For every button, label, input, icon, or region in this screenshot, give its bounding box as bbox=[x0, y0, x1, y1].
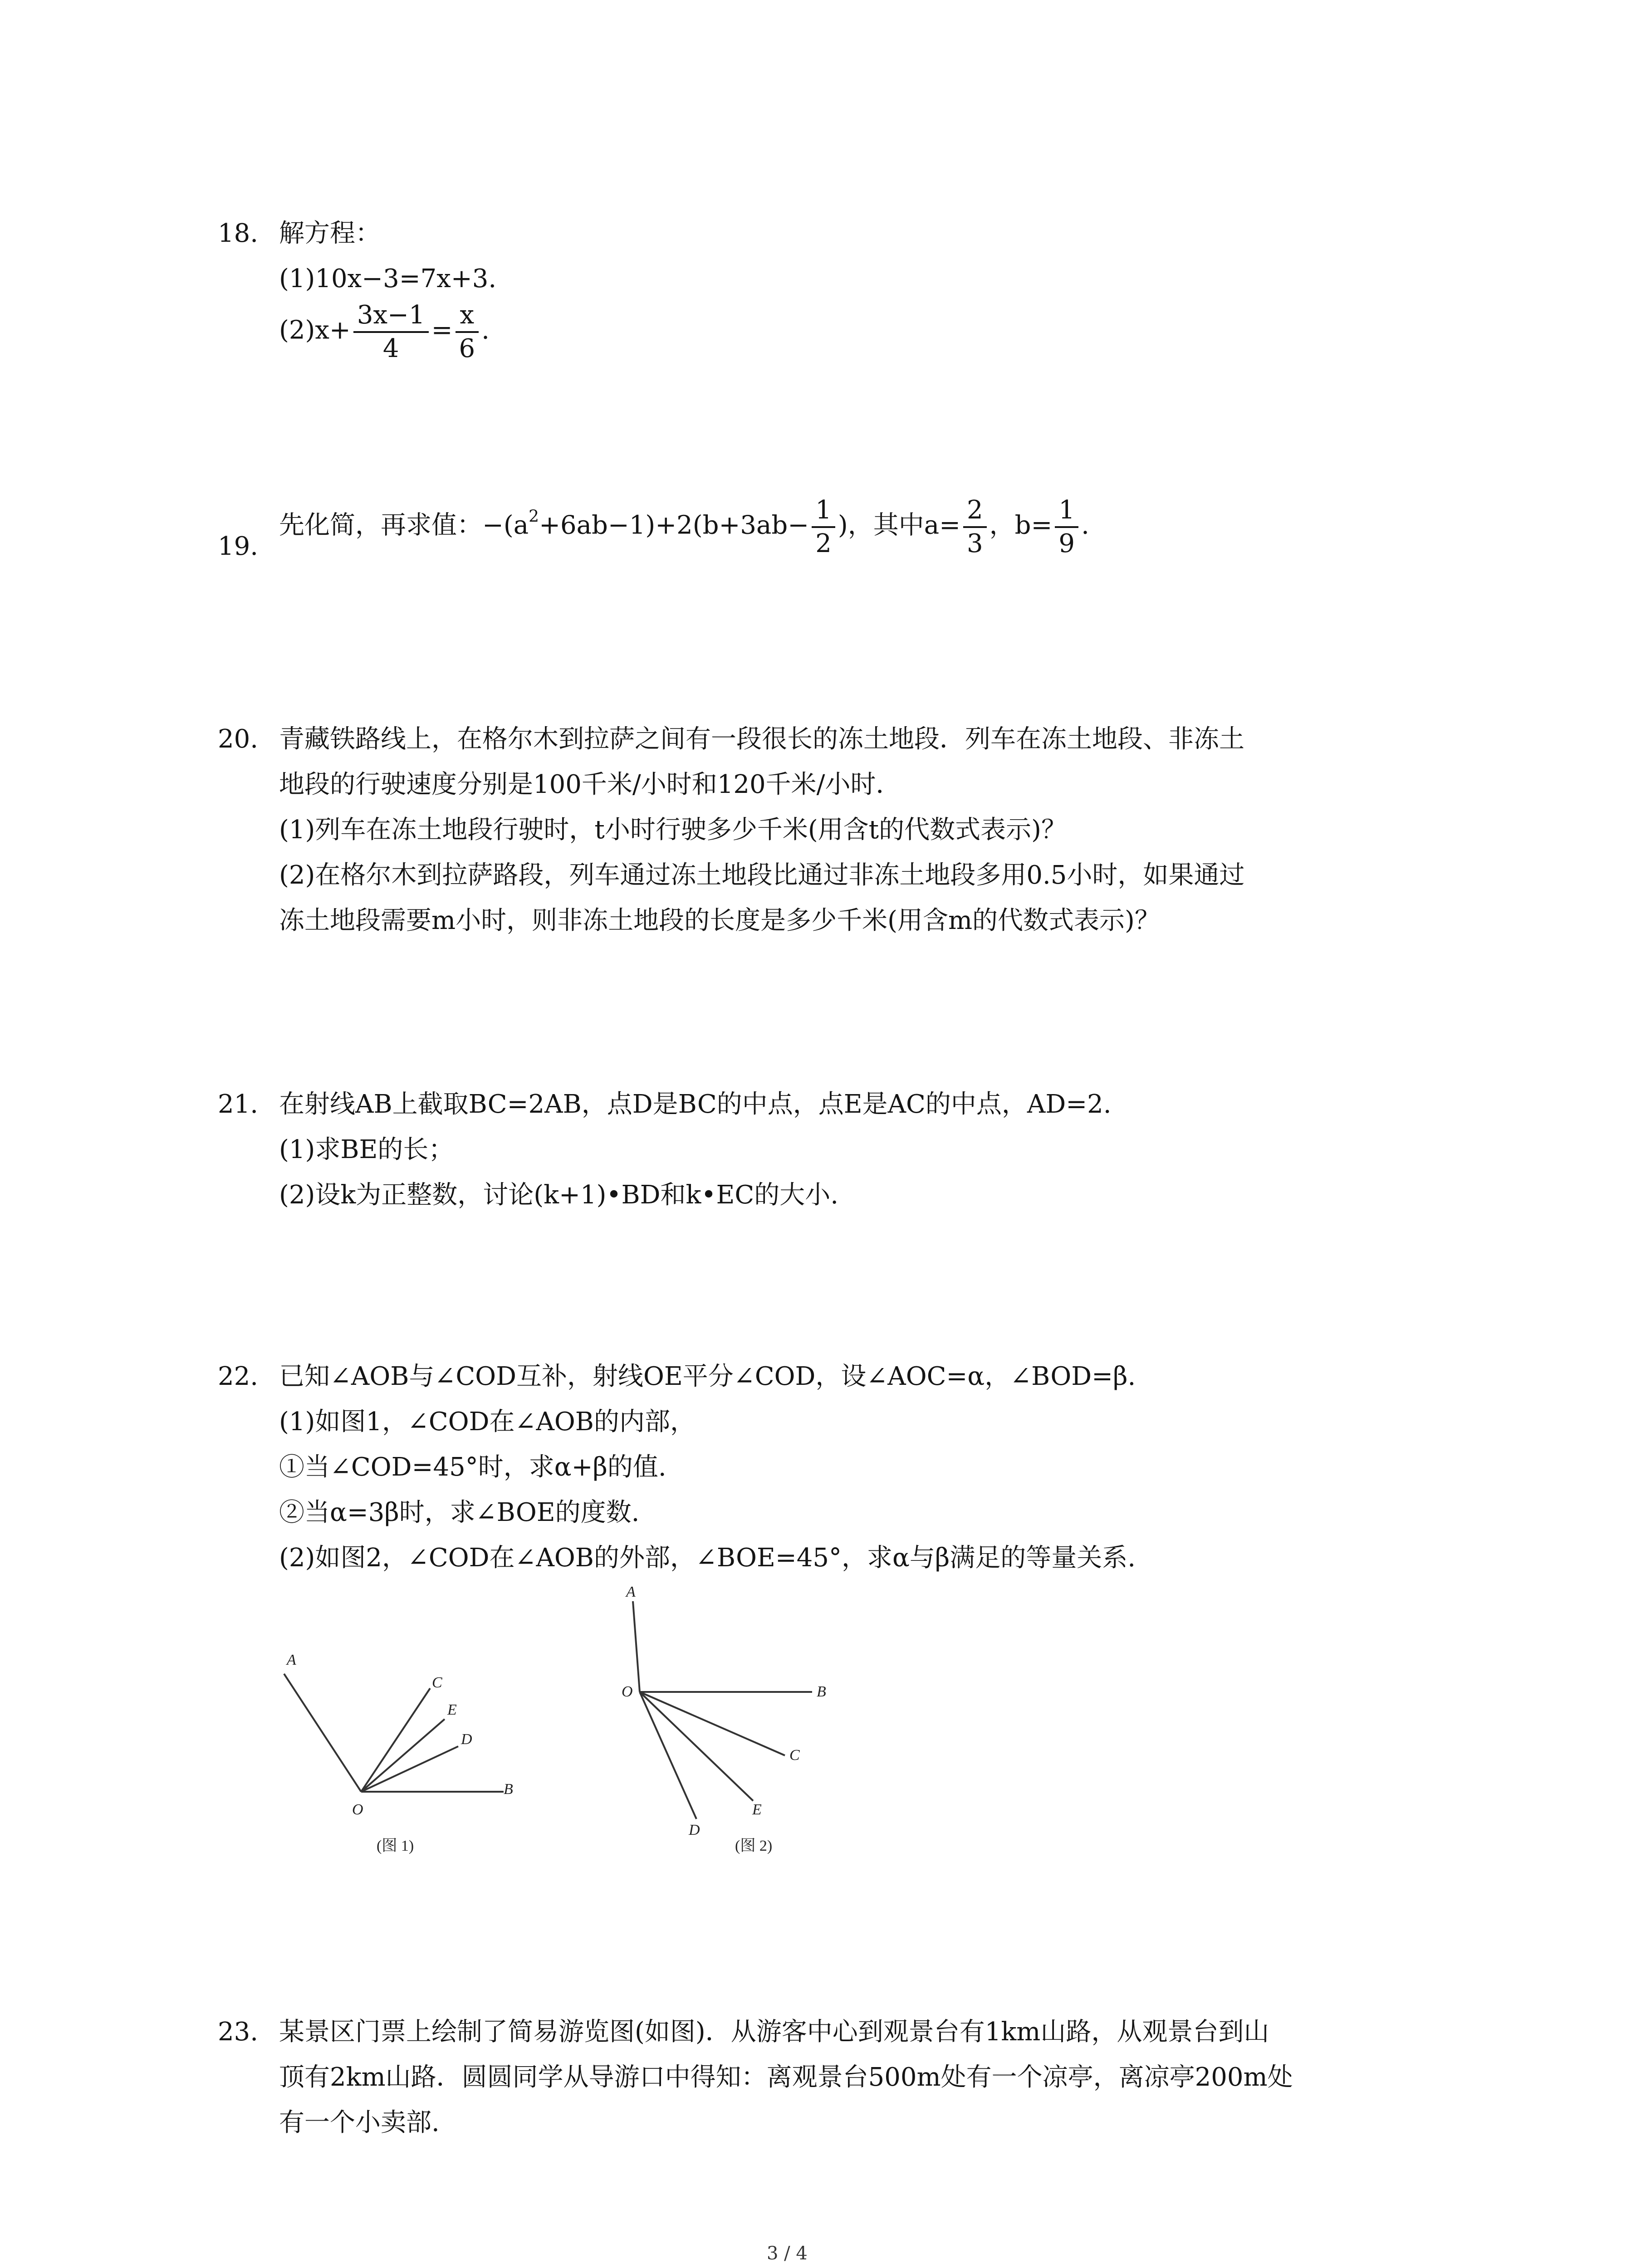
q19-a-denominator: 3 bbox=[967, 529, 983, 558]
q22-line3: ①当∠COD=45°时，求α+β的值. bbox=[279, 1452, 666, 1482]
q21-line3: (2)设k为正整数，讨论(k+1)•BD和k•EC的大小. bbox=[279, 1180, 839, 1210]
q19-a-fraction bbox=[963, 494, 987, 560]
fig1-label-b: B bbox=[504, 1781, 513, 1798]
q19-a-numerator: 2 bbox=[963, 494, 987, 528]
q18-number: 18. bbox=[218, 219, 259, 248]
q18-part2-prefix: (2)x+ bbox=[279, 315, 351, 345]
q18-frac2-numerator: x bbox=[456, 299, 479, 333]
fig1-label-o: O bbox=[352, 1801, 363, 1818]
q19-text bbox=[279, 494, 1089, 560]
q18-frac1-numerator: 3x−1 bbox=[353, 299, 429, 333]
page-number: 3 / 4 bbox=[767, 2243, 808, 2264]
fig1-label-e: E bbox=[447, 1701, 457, 1718]
q23-number: 23. bbox=[218, 2017, 259, 2047]
q18-part2 bbox=[279, 299, 490, 365]
q19-text-e: . bbox=[1081, 510, 1089, 540]
fig1-label-d: D bbox=[461, 1731, 472, 1748]
fig2-ray-od bbox=[640, 1692, 696, 1819]
q23-line3: 有一个小卖部. bbox=[279, 2108, 440, 2137]
q18-period: . bbox=[481, 315, 490, 345]
fig2-label-c: C bbox=[789, 1747, 800, 1764]
figure-1 bbox=[263, 1633, 544, 1878]
figure-2 bbox=[608, 1574, 862, 1882]
q18-part1: (1)10x−3=7x+3. bbox=[279, 264, 497, 293]
fig2-ray-oe bbox=[640, 1692, 753, 1801]
q18-fraction-1 bbox=[353, 299, 429, 365]
q21-line2: (1)求BE的长； bbox=[279, 1135, 454, 1164]
q19-b-numerator: 1 bbox=[1055, 494, 1078, 528]
fig2-label-a: A bbox=[626, 1584, 636, 1600]
q19-half-numerator: 1 bbox=[812, 494, 835, 528]
fig1-ray-oa bbox=[284, 1674, 361, 1792]
q19-b-fraction bbox=[1055, 494, 1078, 560]
q19-half-denominator: 2 bbox=[815, 529, 832, 558]
fig2-ray-oc bbox=[640, 1692, 785, 1755]
q20-line3: (1)列车在冻土地段行驶时，t小时行驶多少千米(用含t的代数式表示)？ bbox=[279, 815, 1067, 845]
fig2-label-b: B bbox=[817, 1683, 826, 1700]
q21-line1: 在射线AB上截取BC=2AB，点D是BC的中点，点E是AC的中点，AD=2. bbox=[279, 1090, 1112, 1119]
q20-line2: 地段的行驶速度分别是100千米/小时和120千米/小时． bbox=[279, 770, 901, 799]
fig1-label-a: A bbox=[287, 1652, 296, 1668]
q22-line1: 已知∠AOB与∠COD互补，射线OE平分∠COD，设∠AOC=α，∠BOD=β. bbox=[279, 1362, 1136, 1391]
q21-number: 21. bbox=[218, 1090, 259, 1119]
q19-text-a: 先化简，再求值：−(a bbox=[279, 510, 529, 540]
q19-number: 19. bbox=[218, 532, 259, 561]
q20-line1: 青藏铁路线上，在格尔木到拉萨之间有一段很长的冻土地段．列车在冻土地段、非冻土 bbox=[279, 724, 1244, 754]
q20-line4: (2)在格尔木到拉萨路段，列车通过冻土地段比通过非冻土地段多用0.5小时，如果通过 bbox=[279, 860, 1245, 890]
q18-title: 解方程： bbox=[279, 219, 381, 248]
q19-text-c: )，其中a= bbox=[838, 510, 960, 540]
q19-b-denominator: 9 bbox=[1058, 529, 1075, 558]
q22-line5: (2)如图2，∠COD在∠AOB的外部，∠BOE=45°，求α与β满足的等量关系. bbox=[279, 1543, 1136, 1573]
q19-half-fraction bbox=[812, 494, 835, 560]
q18-frac2-denominator: 6 bbox=[459, 334, 475, 363]
fig2-label-e: E bbox=[752, 1801, 762, 1818]
q18-frac1-denominator: 4 bbox=[382, 334, 399, 363]
fig1-label-c: C bbox=[432, 1674, 442, 1691]
q23-line2: 顶有2km山路．圆圆同学从导游口中得知：离观景台500m处有一个凉亭，离凉亭200m处 bbox=[279, 2063, 1293, 2092]
q22-line2: (1)如图1，∠COD在∠AOB的内部， bbox=[279, 1407, 696, 1437]
q18-equals: = bbox=[431, 315, 453, 345]
fig1-caption: (图 1) bbox=[377, 1838, 414, 1854]
fig2-label-o: O bbox=[622, 1683, 633, 1700]
q23-line1: 某景区门票上绘制了简易游览图(如图)．从游客中心到观景台有1km山路，从观景台到山 bbox=[279, 2017, 1269, 2047]
q20-number: 20. bbox=[218, 724, 259, 754]
fig2-caption: (图 2) bbox=[735, 1838, 773, 1854]
q22-number: 22. bbox=[218, 1362, 259, 1391]
fig2-label-d: D bbox=[689, 1822, 700, 1838]
q19-exponent: 2 bbox=[529, 507, 539, 526]
fig2-ray-oa bbox=[633, 1601, 640, 1692]
q19-text-d: ，b= bbox=[989, 510, 1053, 540]
q18-fraction-2 bbox=[456, 299, 479, 365]
q20-line5: 冻土地段需要m小时，则非冻土地段的长度是多少千米(用含m的代数式表示)？ bbox=[279, 906, 1160, 935]
q22-line4: ②当α=3β时，求∠BOE的度数. bbox=[279, 1498, 640, 1527]
q19-text-b: +6ab−1)+2(b+3ab− bbox=[539, 510, 809, 540]
